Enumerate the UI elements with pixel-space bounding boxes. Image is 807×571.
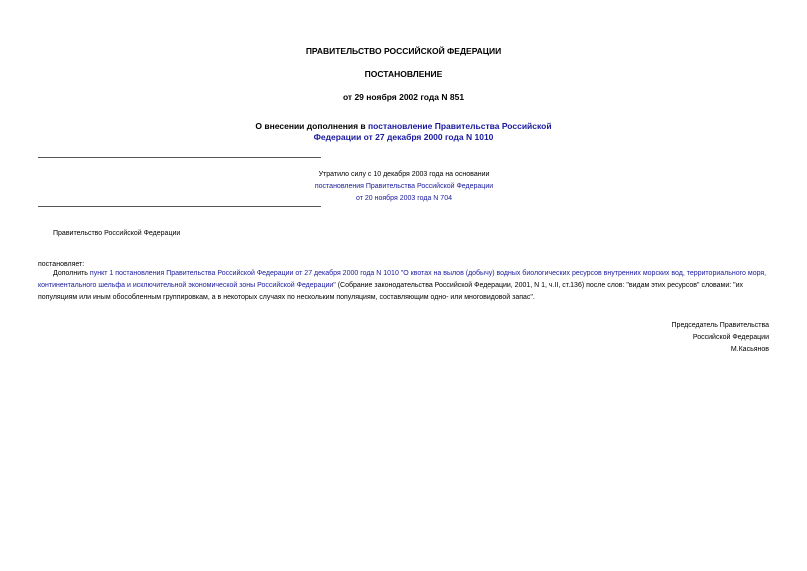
document-title — [0, 121, 807, 143]
title-link-line1[interactable]: постановление Правительства Российской — [368, 121, 552, 131]
signature-position-line1: Председатель Правительства — [671, 322, 769, 329]
repeal-notice-text: Утратило силу с 10 декабря 2003 года на основании — [318, 171, 490, 178]
document-date-number: от 29 ноября 2002 года N 851 — [342, 92, 465, 102]
resolves-text: постановляет: — [38, 261, 85, 268]
signature-position-line2: Российской Федерации — [692, 334, 769, 341]
paragraph-link[interactable]: пункт 1 постановления Правительства Российской Федерации от 27 декабря 2000 года N 1010 "О квотах на вылов (добычу) водных биологических ресурсов внутренних морских вод, территориального моря, континентального шельфа и исключительной экономической зоны Российской Федерации" — [38, 270, 767, 289]
document-type: ПОСТАНОВЛЕНИЕ — [364, 69, 443, 79]
paragraph-start: Дополнить — [53, 270, 90, 277]
government-heading: ПРАВИТЕЛЬСТВО РОССИЙСКОЙ ФЕДЕРАЦИИ — [305, 46, 502, 56]
signature-block — [569, 320, 769, 356]
repeal-notice — [284, 169, 524, 205]
signature-name: М.Касьянов — [730, 346, 769, 353]
divider-top — [38, 157, 321, 158]
title-link-line2[interactable]: Федерации от 27 декабря 2000 года N 1010 — [313, 132, 494, 142]
title-prefix: О внесении дополнения в — [255, 121, 369, 131]
repeal-notice-link-line1[interactable]: постановления Правительства Российской Федерации — [314, 183, 494, 190]
paragraph-rest: (Собрание законодательства Российской Федерации, 2001, N 1, ч.II, ст.136) после слов: "видам этих ресурсов" словами: "их популяциям или иным обособленным группировкам, а в некоторых случаях по нескольким популяциям, составляющим одно- или многовидовой запас". — [38, 282, 744, 301]
issuer-text: Правительство Российской Федерации — [53, 230, 181, 237]
divider-bottom — [38, 206, 321, 207]
main-paragraph — [38, 268, 770, 304]
repeal-notice-link-line2[interactable]: от 20 ноября 2003 года N 704 — [356, 195, 452, 202]
